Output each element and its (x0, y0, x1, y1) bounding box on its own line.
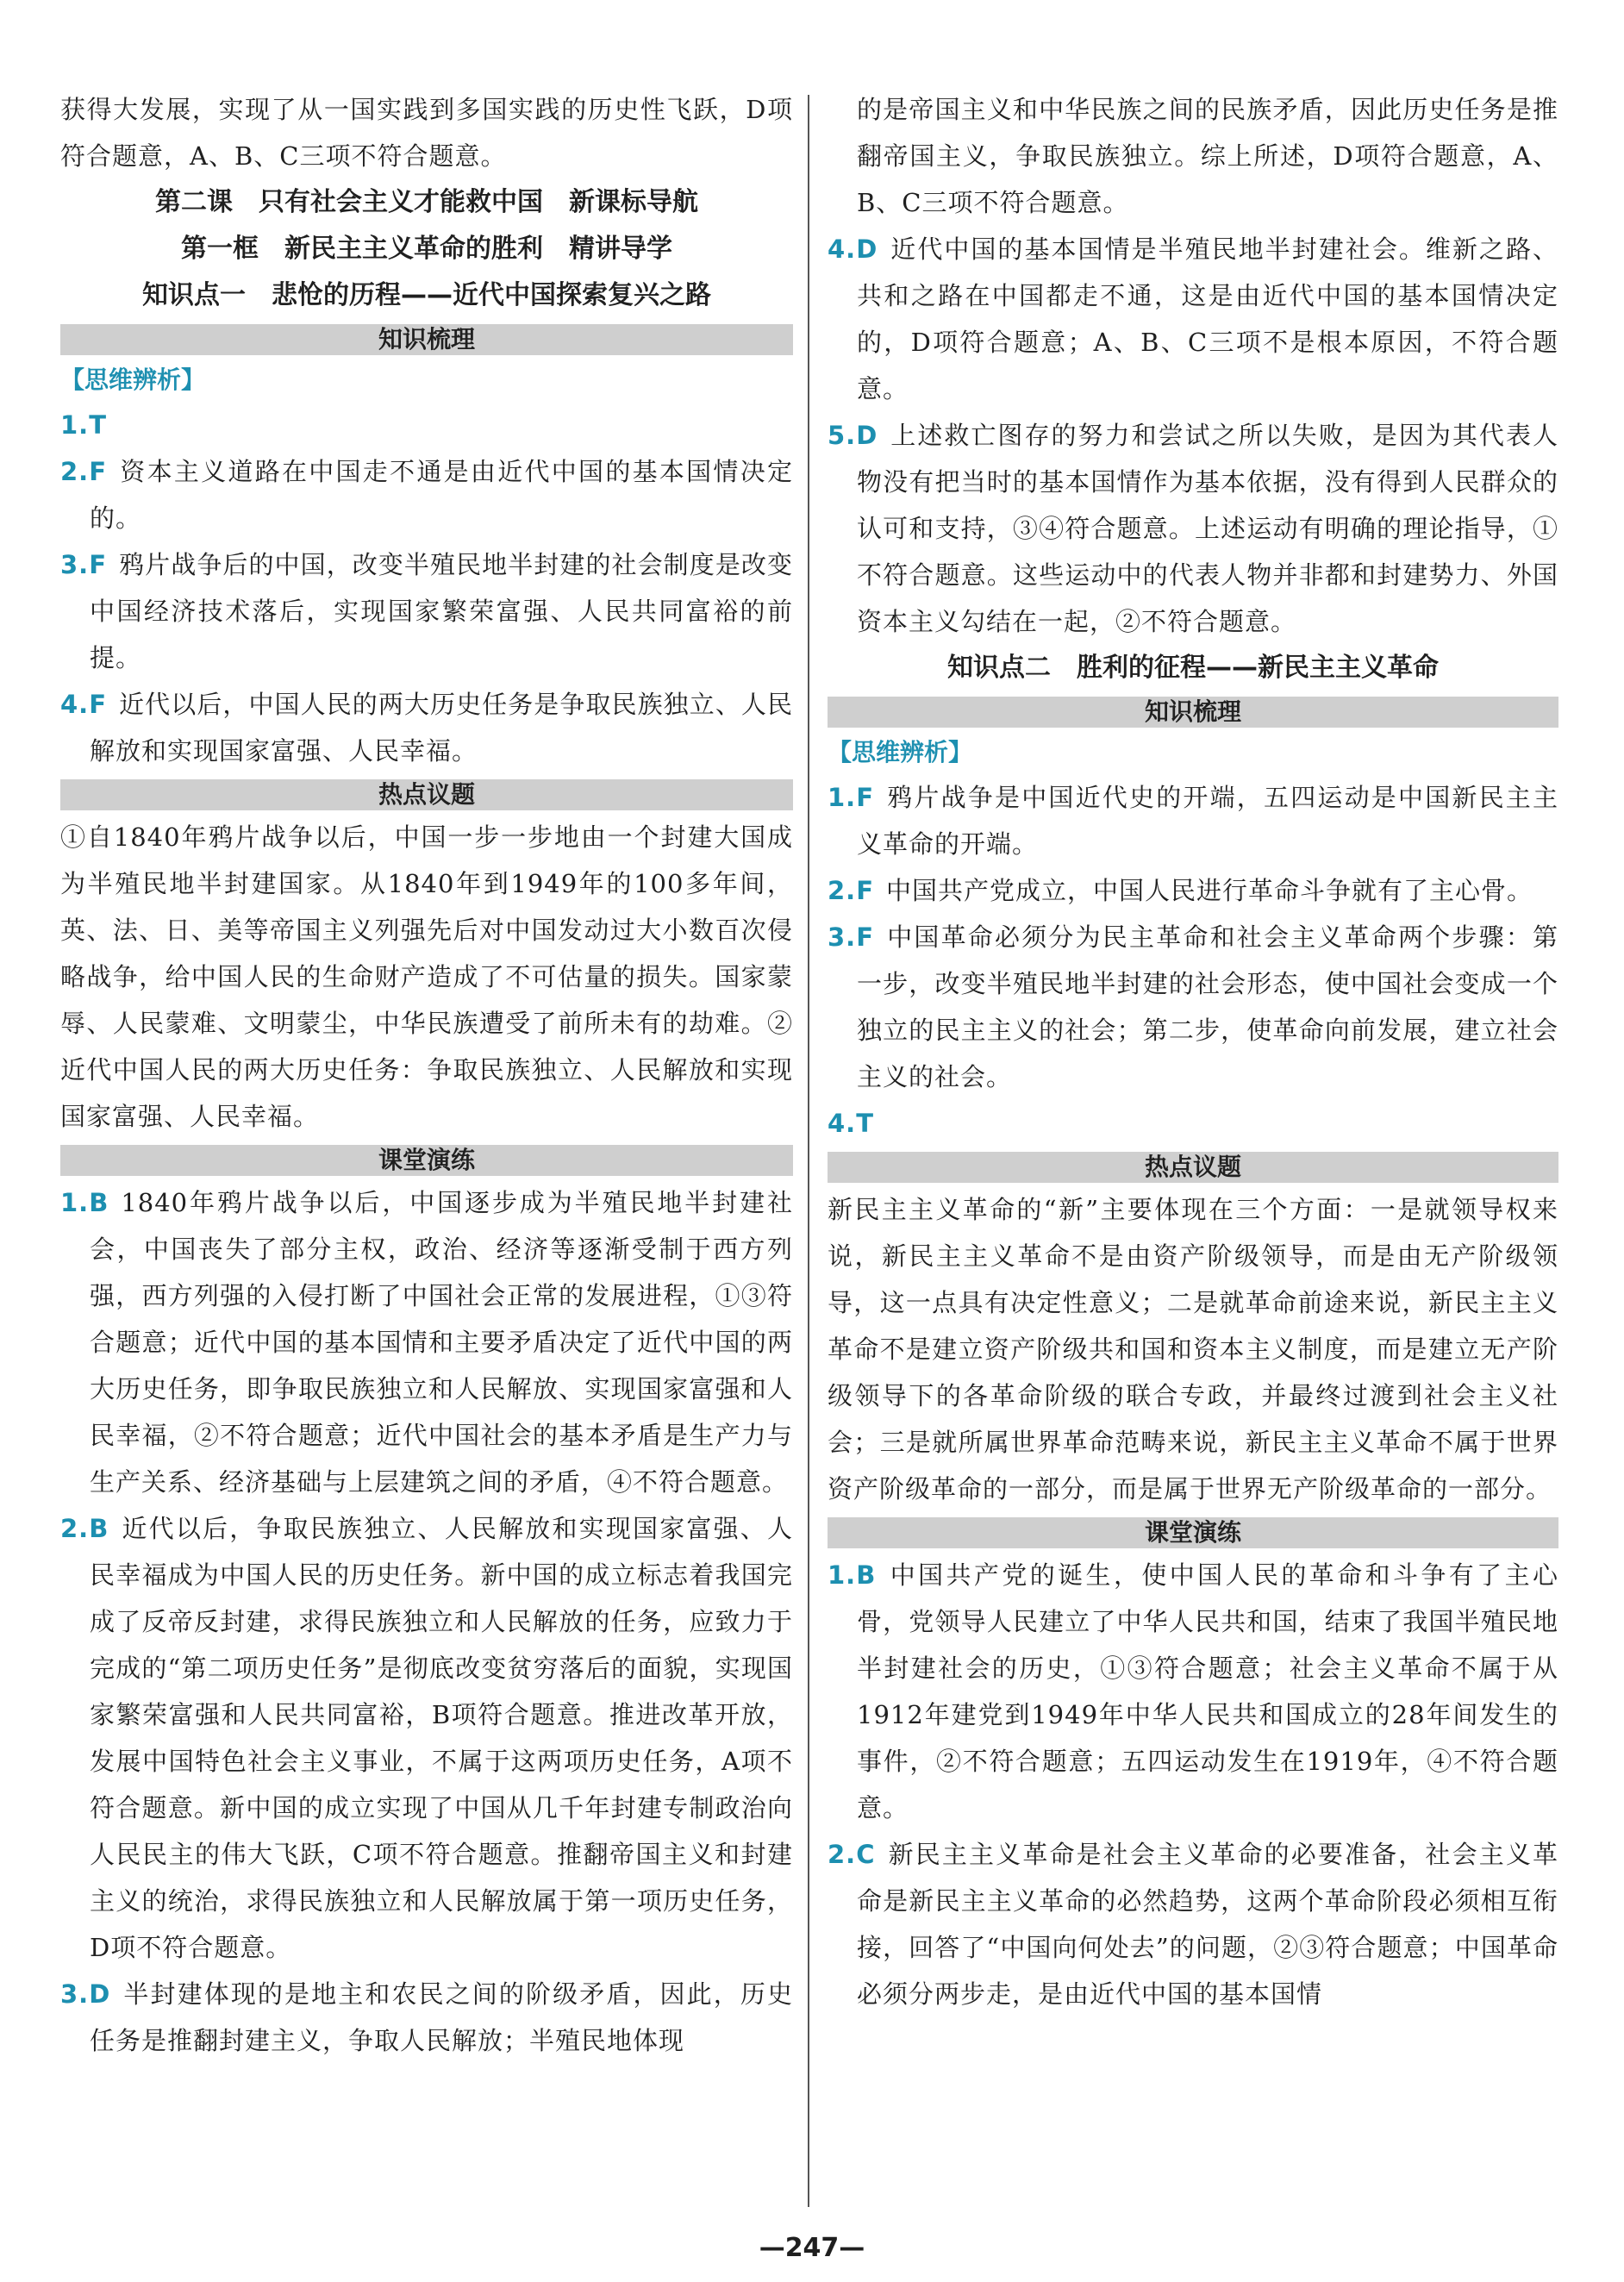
point-title: 知识点一 悲怆的历程——近代中国探索复兴之路 (142, 280, 711, 310)
answer-item (60, 448, 793, 541)
answer-text: 资本主义道路在中国走不通是由近代中国的基本国情决定的。 (90, 457, 793, 533)
answer-number: 3.F (60, 550, 108, 579)
answer-item (828, 1100, 1558, 1147)
answer-number: 3.D (60, 1979, 111, 2009)
hot-topic-text: ①自1840年鸦片战争以后，中国一步一步地由一个封建大国成为半殖民地半封建国家。从1840年到1949年的100多年间，英、法、日、美等帝国主义列强先后对中国发动过大小数百次侵略战争，给中国人民的生命财产造成了不可估量的损失。国家蒙辱、人民蒙难、文明蒙尘，中华民族遭受了前所未有的劫难。②近代中国人民的两大历史任务：争取民族独立、人民解放和实现国家富强、人民幸福。 (60, 822, 793, 1131)
answer-text: 新民主主义革命是社会主义革命的必要准备，社会主义革命是新民主主义革命的必然趋势，这两个革命阶段必须相互衔接，回答了“中国向何处去”的问题，②③符合题意；中国革命必须分两步走，是由近代中国的基本国情 (857, 1840, 1558, 2009)
left-column (60, 86, 793, 2064)
answer-item (828, 914, 1558, 1100)
answer-item (60, 1505, 793, 1971)
answer-text: 鸦片战争后的中国，改变半殖民地半封建的社会制度是改变中国经济技术落后，实现国家繁荣富强、人民共同富裕的前提。 (90, 550, 793, 672)
answer-text: 近代以后，争取民族独立、人民解放和实现国家富强、人民幸福成为中国人民的历史任务。新中国的成立标志着我国完成了反帝反封建，求得民族独立和人民解放的任务，应致力于完成的“第二项历史任务”是彻底改变贫穷落后的面貌，实现国家繁荣富强和人民共同富裕，B项符合题意。推进改革开放，发展中国特色社会主义事业，不属于这两项历史任务，A项不符合题意。新中国的成立实现了中国从几千年封建专制政治向人民民主的伟大飞跃，C项不符合题意。推翻帝国主义和封建主义的统治，求得民族独立和人民解放属于第一项历史任务，D项不符合题意。 (90, 1514, 793, 1962)
answer-item (60, 1971, 793, 2064)
answer-item (828, 867, 1558, 914)
tag-label: 【思维辨析】 (828, 738, 973, 766)
answer-text: 中国共产党成立，中国人民进行革命斗争就有了主心骨。 (886, 876, 1533, 905)
section-bar: 热点议题 (828, 1152, 1558, 1183)
point-title: 知识点二 胜利的征程——新民主主义革命 (947, 653, 1439, 683)
section-bar: 热点议题 (60, 779, 793, 810)
answer-text: 近代以后，中国人民的两大历史任务是争取民族独立、人民解放和实现国家富强、人民幸福。 (90, 690, 793, 766)
answer-number: 4.D (828, 234, 878, 264)
answer-text: 1840年鸦片战争以后，中国逐步成为半殖民地半封建社会，中国丧失了部分主权，政治、经济等逐渐受制于西方列强，西方列强的入侵打断了中国社会正常的发展进程，①③符合题意；近代中国的基本国情和主要矛盾决定了近代中国的两大历史任务，即争取民族独立和人民解放、实现国家富强和人民幸福，②不符合题意；近代中国社会的基本矛盾是生产力与生产关系、经济基础与上层建筑之间的矛盾，④不符合题意。 (90, 1188, 793, 1497)
right-column (828, 86, 1558, 2017)
hot-topic-text: 新民主主义革命的“新”主要体现在三个方面：一是就领导权来说，新民主主义革命不是由资产阶级领导，而是由无产阶级领导，这一点具有决定性意义；二是就革命前途来说，新民主主义革命不是建立资产阶级共和国和资本主义制度，而是建立无产阶级领导下的各革命阶级的联合专政，并最终过渡到社会主义社会；三是就所属世界革命范畴来说，新民主主义革命不属于世界资产阶级革命的一部分，而是属于世界无产阶级革命的一部分。 (828, 1195, 1558, 1504)
answer-number: 2.B (60, 1514, 109, 1543)
section-bar: 课堂演练 (60, 1145, 793, 1176)
answer-text: 半封建体现的是地主和农民之间的阶级矛盾，因此，历史任务是推翻封建主义，争取人民解放；半殖民地体现 (90, 1979, 793, 2055)
answer-text: 中国革命必须分为民主革命和社会主义革命两个步骤：第一步，改变半殖民地半封建的社会形态，使中国社会变成一个独立的民主主义的社会；第二步，使革命向前发展，建立社会主义的社会。 (857, 922, 1558, 1091)
section-bar: 知识梳理 (60, 324, 793, 355)
answer-item (828, 1831, 1558, 2017)
lesson-title: 第二课 只有社会主义才能救中国 新课标导航 (155, 187, 698, 217)
section-bar: 课堂演练 (828, 1517, 1558, 1548)
answer-number: 1.B (828, 1560, 877, 1590)
answer-item (60, 681, 793, 774)
answer-text: 鸦片战争是中国近代史的开端，五四运动是中国新民主主义革命的开端。 (857, 783, 1558, 859)
frame-title: 第一框 新民主主义革命的胜利 精讲导学 (181, 234, 672, 264)
answer-number: 3.F (828, 922, 875, 952)
answer-item (60, 402, 793, 448)
answer-item (60, 541, 793, 681)
answer-number: 4.T (828, 1109, 874, 1138)
answer-item (828, 412, 1558, 645)
column-divider (808, 95, 809, 2207)
answer-number: 1.F (828, 783, 875, 812)
section-bar: 知识梳理 (828, 697, 1558, 728)
intro-text: 获得大发展，实现了从一国实践到多国实践的历史性飞跃，D项符合题意，A、B、C三项不符合题意。 (60, 95, 793, 171)
tag-label: 【思维辨析】 (60, 366, 206, 394)
answer-number: 2.C (828, 1840, 876, 1869)
answer-number: 4.F (60, 690, 108, 719)
answer-item (828, 226, 1558, 412)
answer-number: 5.D (828, 421, 878, 450)
continuation-text: 的是帝国主义和中华民族之间的民族矛盾，因此历史任务是推翻帝国主义，争取民族独立。综上所述，D项符合题意，A、B、C三项不符合题意。 (857, 95, 1558, 217)
answer-text: 近代中国的基本国情是半殖民地半封建社会。维新之路、共和之路在中国都走不通，这是由近代中国的基本国情决定的，D项符合题意；A、B、C三项不是根本原因，不符合题意。 (857, 234, 1558, 403)
answer-item (60, 1179, 793, 1505)
answer-number: 2.F (60, 457, 108, 486)
answer-number: 1.B (60, 1188, 109, 1217)
page-number: —247— (759, 2233, 865, 2263)
answer-text: 上述救亡图存的努力和尝试之所以失败，是因为其代表人物没有把当时的基本国情作为基本依据，没有得到人民群众的认可和支持，③④符合题意。上述运动有明确的理论指导，①不符合题意。这些运动中的代表人物并非都和封建势力、外国资本主义勾结在一起，②不符合题意。 (857, 421, 1558, 636)
answer-number: 2.F (828, 876, 875, 905)
answer-item (828, 774, 1558, 867)
answer-item (828, 1552, 1558, 1831)
answer-number: 1.T (60, 410, 107, 440)
answer-text: 中国共产党的诞生，使中国人民的革命和斗争有了主心骨，党领导人民建立了中华人民共和国，结束了我国半殖民地半封建社会的历史，①③符合题意；社会主义革命不属于从1912年建党到1949年中华人民共和国成立的28年间发生的事件，②不符合题意；五四运动发生在1919年，④不符合题意。 (857, 1560, 1558, 1822)
